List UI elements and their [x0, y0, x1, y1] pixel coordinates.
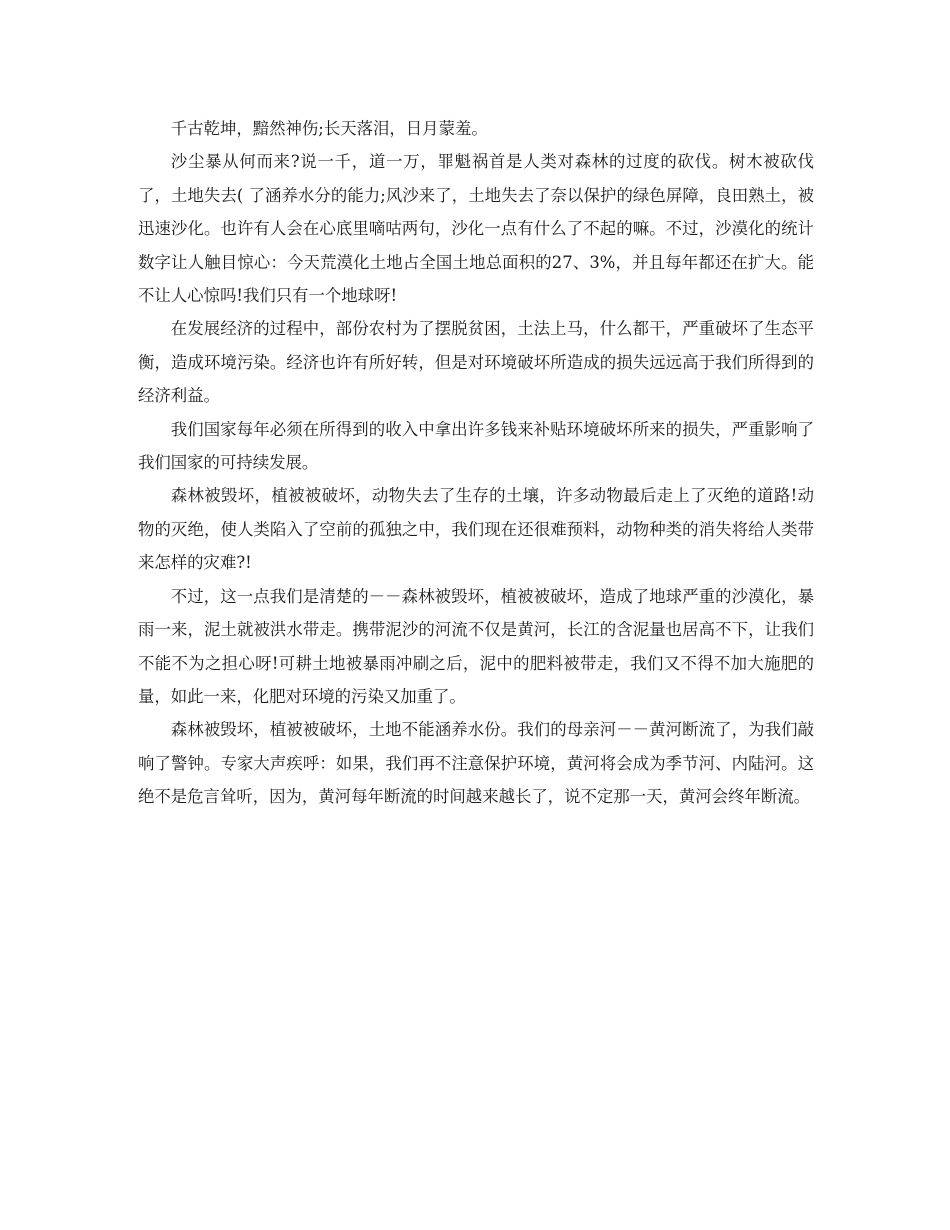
- paragraph-7: 森林被毁坏，植被被破坏，土地不能涵养水份。我们的母亲河－－黄河断流了，为我们敲响了警钟。专家大声疾呼：如果，我们再不注意保护环境，黄河将会成为季节河、内陆河。这绝不是危言耸听，因为，黄河每年断流的时间越来越长了，说不定那一天，黄河会终年断流。: [138, 720, 814, 807]
- paragraph-5: 森林被毁坏，植被被破坏，动物失去了生存的土壤，许多动物最后走上了灭绝的道路!动物的灭绝，使人类陷入了空前的孤独之中，我们现在还很难预料，动物种类的消失将给人类带来怎样的灾难?!: [138, 486, 814, 573]
- paragraph-1: 千古乾坤，黯然神伤;长天落泪，日月蒙羞。: [170, 119, 488, 138]
- paragraph-2: 沙尘暴从何而来?说一千，道一万，罪魁祸首是人类对森林的过度的砍伐。树木被砍伐了，土地失去( 了涵养水分的能力;风沙来了，土地失去了奈以保护的绿色屏障，良田熟土，被迅速沙化。也许有人会在心底里嘀咕两句，沙化一点有什么了不起的嘛。不过，沙漠化的统计数字让人触目惊心：今天荒漠化土地占全国土地总面积的27、3%，并且每年都还在扩大。能不让人心惊吗!我们只有一个地球呀!: [138, 152, 814, 306]
- paragraph-3: 在发展经济的过程中，部份农村为了摆脱贫困，土法上马，什么都干，严重破坏了生态平衡，造成环境污染。经济也许有所好转，但是对环境破坏所造成的损失远远高于我们所得到的经济利益。: [138, 319, 814, 406]
- document-body: [138, 112, 814, 814]
- paragraph-4: 我们国家每年必须在所得到的收入中拿出许多钱来补贴环境破坏所来的损失，严重影响了我们国家的可持续发展。: [138, 419, 814, 473]
- paragraph-6: 不过，这一点我们是清楚的－－森林被毁坏，植被被破坏，造成了地球严重的沙漠化，暴雨一来，泥土就被洪水带走。携带泥沙的河流不仅是黄河，长江的含泥量也居高不下，让我们不能不为之担心呀!可耕土地被暴雨冲刷之后，泥中的肥料被带走，我们又不得不加大施肥的量，如此一来，化肥对环境的污染又加重了。: [138, 586, 814, 706]
